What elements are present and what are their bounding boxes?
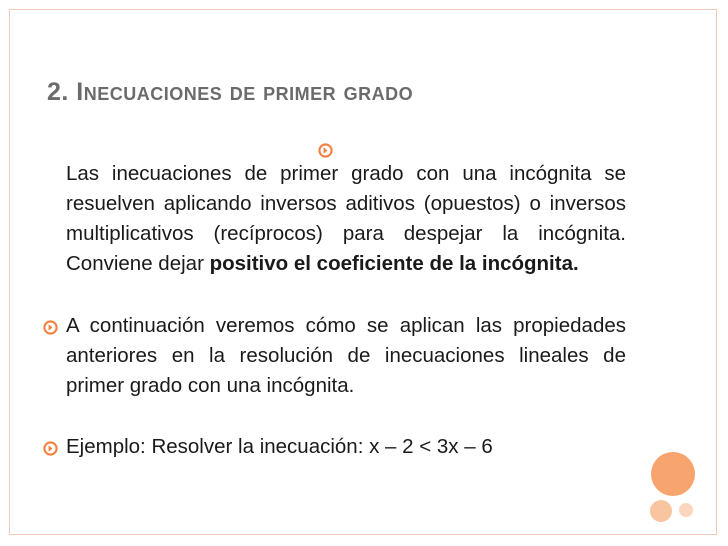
title-text: Inecuaciones de primer grado	[76, 78, 414, 106]
paragraph-intro-bold: positivo el coeficiente de la incógnita.	[209, 252, 579, 275]
bullet-icon	[43, 441, 58, 456]
decorative-circle-small	[679, 503, 693, 517]
title-number: 2.	[47, 78, 77, 106]
decorative-circle-large	[651, 452, 695, 496]
slide-title	[47, 78, 413, 107]
decorative-circle-mid	[650, 500, 672, 522]
paragraph-intro	[66, 159, 626, 279]
bullet-icon	[318, 143, 333, 158]
paragraph-intro-text: Las inecuaciones de primer grado con una incógnita se resuelven aplicando inversos aditivos (opuestos) o inversos multiplicativos (recíprocos) para despejar la incógnita. Conviene dejar	[66, 162, 626, 275]
paragraph-continuation: A continuación veremos cómo se aplican las propiedades anteriores en la resolución de inecuaciones lineales de primer grado con una incógnita.	[66, 314, 626, 397]
bullet-icon	[43, 320, 58, 335]
paragraph-example: Ejemplo: Resolver la inecuación: x – 2 < 3x – 6	[66, 435, 493, 458]
